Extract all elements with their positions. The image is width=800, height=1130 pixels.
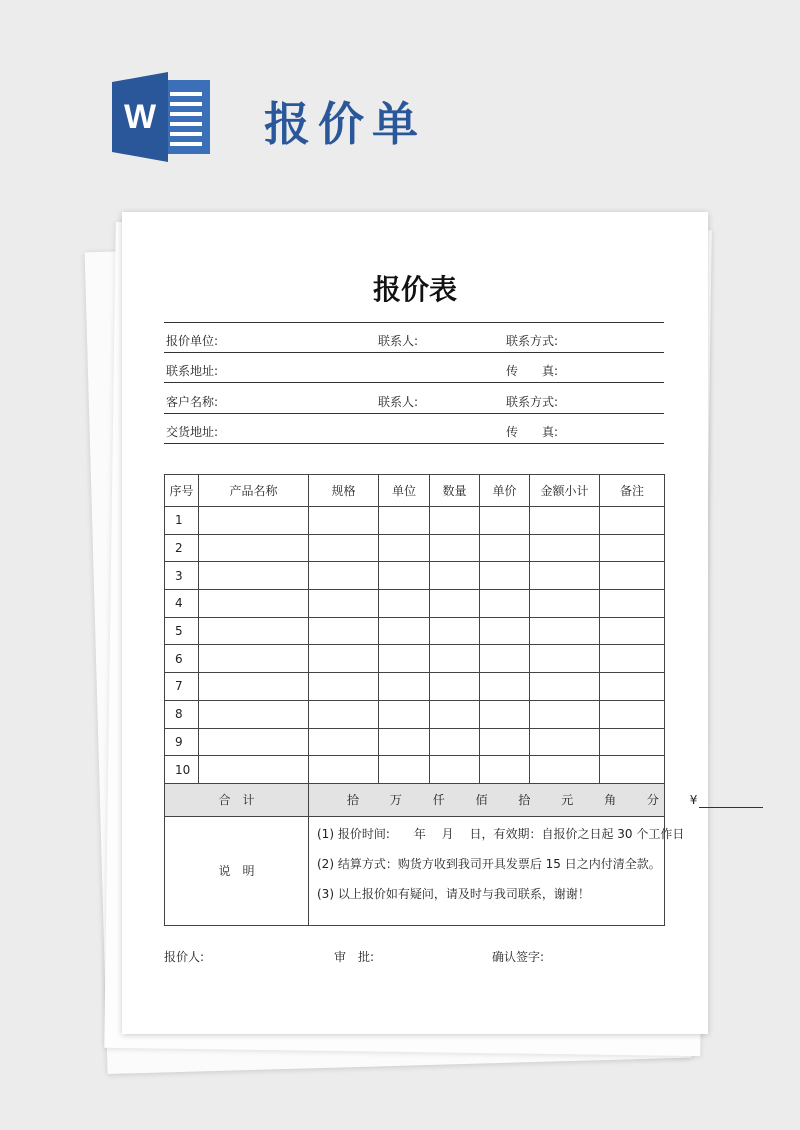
column-header: 序号 xyxy=(165,475,199,507)
table-cell[interactable] xyxy=(430,617,480,645)
amount-unit: 分 xyxy=(646,793,659,808)
row-number: 6 xyxy=(165,645,199,673)
amount-blank-field[interactable] xyxy=(699,797,763,808)
table-cell[interactable] xyxy=(600,700,665,728)
amount-unit: 万 xyxy=(389,793,402,808)
column-header: 金额小计 xyxy=(530,475,600,507)
confirm-signature-label: 确认签字: xyxy=(492,950,545,964)
table-cell[interactable] xyxy=(600,590,665,618)
notes-content xyxy=(309,816,685,925)
amount-unit: 佰 xyxy=(475,793,488,808)
note-item: (3) 以上报价如有疑问，请及时与我司联系，谢谢！ xyxy=(317,886,590,901)
table-cell[interactable] xyxy=(480,562,530,590)
banner-title: 报价单 xyxy=(264,97,426,151)
svg-text:W: W xyxy=(123,98,157,136)
contact-person-label: 联系人: xyxy=(378,334,419,348)
table-cell[interactable] xyxy=(430,673,480,701)
table-cell[interactable] xyxy=(430,590,480,618)
table-cell[interactable] xyxy=(480,756,530,784)
table-cell[interactable] xyxy=(600,756,665,784)
table-cell[interactable] xyxy=(309,617,379,645)
table-cell[interactable] xyxy=(309,700,379,728)
column-header: 规格 xyxy=(309,475,379,507)
info-divider xyxy=(164,413,664,414)
table-row xyxy=(165,645,665,673)
row-number: 9 xyxy=(165,728,199,756)
notes-row xyxy=(165,816,665,925)
table-row xyxy=(165,590,665,618)
table-cell[interactable] xyxy=(530,534,600,562)
table-cell[interactable] xyxy=(309,756,379,784)
table-cell[interactable] xyxy=(430,700,480,728)
info-divider xyxy=(164,443,664,444)
table-cell[interactable] xyxy=(530,617,600,645)
table-cell[interactable] xyxy=(530,673,600,701)
table-row xyxy=(165,534,665,562)
contact-address-label: 联系地址: xyxy=(166,364,219,378)
amount-unit: 仟 xyxy=(432,793,445,808)
customer-name-label: 客户名称: xyxy=(166,395,219,409)
row-number: 1 xyxy=(165,507,199,535)
note-item: (2) 结算方式：购货方收到我司开具发票后 15 日之内付清全款。 xyxy=(317,856,661,871)
table-cell[interactable] xyxy=(480,534,530,562)
notes-label: 说 明 xyxy=(165,816,309,925)
table-cell[interactable] xyxy=(199,562,309,590)
table-cell[interactable] xyxy=(430,756,480,784)
table-cell[interactable] xyxy=(309,728,379,756)
row-number: 7 xyxy=(165,673,199,701)
table-cell[interactable] xyxy=(530,728,600,756)
table-cell[interactable] xyxy=(379,562,430,590)
table-row xyxy=(165,673,665,701)
amount-unit: 元 xyxy=(561,793,574,808)
delivery-address-label: 交货地址: xyxy=(166,425,219,439)
table-cell[interactable] xyxy=(199,673,309,701)
column-header: 数量 xyxy=(430,475,480,507)
table-cell[interactable] xyxy=(309,590,379,618)
table-cell[interactable] xyxy=(430,507,480,535)
table-cell[interactable] xyxy=(600,617,665,645)
table-row xyxy=(165,728,665,756)
table-cell[interactable] xyxy=(199,507,309,535)
total-label: 合 计 xyxy=(165,783,309,816)
table-cell[interactable] xyxy=(530,562,600,590)
customer-fax-label: 传 真: xyxy=(506,425,559,439)
table-cell[interactable] xyxy=(309,645,379,673)
table-row xyxy=(165,562,665,590)
table-cell[interactable] xyxy=(379,700,430,728)
table-row xyxy=(165,756,665,784)
table-cell[interactable] xyxy=(600,507,665,535)
table-cell[interactable] xyxy=(600,728,665,756)
table-cell[interactable] xyxy=(600,562,665,590)
document-title: 报价表 xyxy=(372,273,457,306)
row-number: 5 xyxy=(165,617,199,645)
quotation-table xyxy=(164,474,698,926)
table-cell[interactable] xyxy=(530,700,600,728)
table-row xyxy=(165,617,665,645)
info-divider xyxy=(164,322,664,323)
row-number: 3 xyxy=(165,562,199,590)
table-row xyxy=(165,700,665,728)
table-cell[interactable] xyxy=(530,507,600,535)
table-cell[interactable] xyxy=(530,590,600,618)
table-cell[interactable] xyxy=(199,534,309,562)
table-cell[interactable] xyxy=(600,673,665,701)
table-cell[interactable] xyxy=(309,673,379,701)
currency-symbol: ¥ xyxy=(689,793,698,808)
table-header-row xyxy=(165,475,665,507)
table-cell[interactable] xyxy=(480,590,530,618)
column-header: 单位 xyxy=(379,475,430,507)
table-cell[interactable] xyxy=(530,756,600,784)
quote-company-label: 报价单位: xyxy=(166,334,219,348)
contact-method-label: 联系方式: xyxy=(506,334,559,348)
table-cell[interactable] xyxy=(430,534,480,562)
row-number: 8 xyxy=(165,700,199,728)
table-cell[interactable] xyxy=(600,534,665,562)
table-cell[interactable] xyxy=(379,728,430,756)
table-cell[interactable] xyxy=(199,728,309,756)
customer-contact-method-label: 联系方式: xyxy=(506,395,559,409)
table-cell[interactable] xyxy=(480,645,530,673)
fax-label: 传 真: xyxy=(506,364,559,378)
table-cell[interactable] xyxy=(480,673,530,701)
row-number: 4 xyxy=(165,590,199,618)
table-cell[interactable] xyxy=(309,507,379,535)
table-cell[interactable] xyxy=(430,728,480,756)
table-cell[interactable] xyxy=(309,562,379,590)
info-divider xyxy=(164,382,664,383)
column-header: 产品名称 xyxy=(199,475,309,507)
column-header: 备注 xyxy=(600,475,665,507)
table-cell[interactable] xyxy=(430,645,480,673)
table-cell[interactable] xyxy=(379,756,430,784)
table-cell[interactable] xyxy=(379,534,430,562)
table-cell[interactable] xyxy=(199,617,309,645)
table-cell[interactable] xyxy=(480,507,530,535)
table-cell[interactable] xyxy=(480,617,530,645)
quoter-signature-label: 报价人: xyxy=(164,950,205,964)
table-cell[interactable] xyxy=(430,562,480,590)
word-document-icon xyxy=(112,72,212,162)
info-divider xyxy=(164,352,664,353)
table-cell[interactable] xyxy=(530,645,600,673)
note-item: (1) 报价时间: 年 月 日，有效期：自报价之日起 30 个工作日 xyxy=(317,826,685,841)
column-header: 单价 xyxy=(480,475,530,507)
amount-unit: 拾 xyxy=(518,793,531,808)
table-cell[interactable] xyxy=(199,645,309,673)
table-cell[interactable] xyxy=(379,673,430,701)
amount-unit: 角 xyxy=(604,793,617,808)
table-cell[interactable] xyxy=(600,645,665,673)
table-cell[interactable] xyxy=(199,590,309,618)
total-row xyxy=(165,783,665,816)
table-row xyxy=(165,507,665,535)
table-cell[interactable] xyxy=(199,700,309,728)
table-cell[interactable] xyxy=(379,590,430,618)
table-cell[interactable] xyxy=(480,700,530,728)
amount-in-words xyxy=(309,783,698,816)
table-cell[interactable] xyxy=(480,728,530,756)
row-number: 10 xyxy=(165,756,199,784)
quotation-sheet xyxy=(122,212,708,1034)
customer-contact-label: 联系人: xyxy=(378,395,419,409)
table-cell[interactable] xyxy=(309,534,379,562)
table-cell[interactable] xyxy=(379,507,430,535)
row-number: 2 xyxy=(165,534,199,562)
table-cell[interactable] xyxy=(199,756,309,784)
approver-signature-label: 审 批: xyxy=(334,950,375,964)
table-cell[interactable] xyxy=(379,645,430,673)
table-cell[interactable] xyxy=(379,617,430,645)
amount-unit: 拾 xyxy=(347,793,360,808)
